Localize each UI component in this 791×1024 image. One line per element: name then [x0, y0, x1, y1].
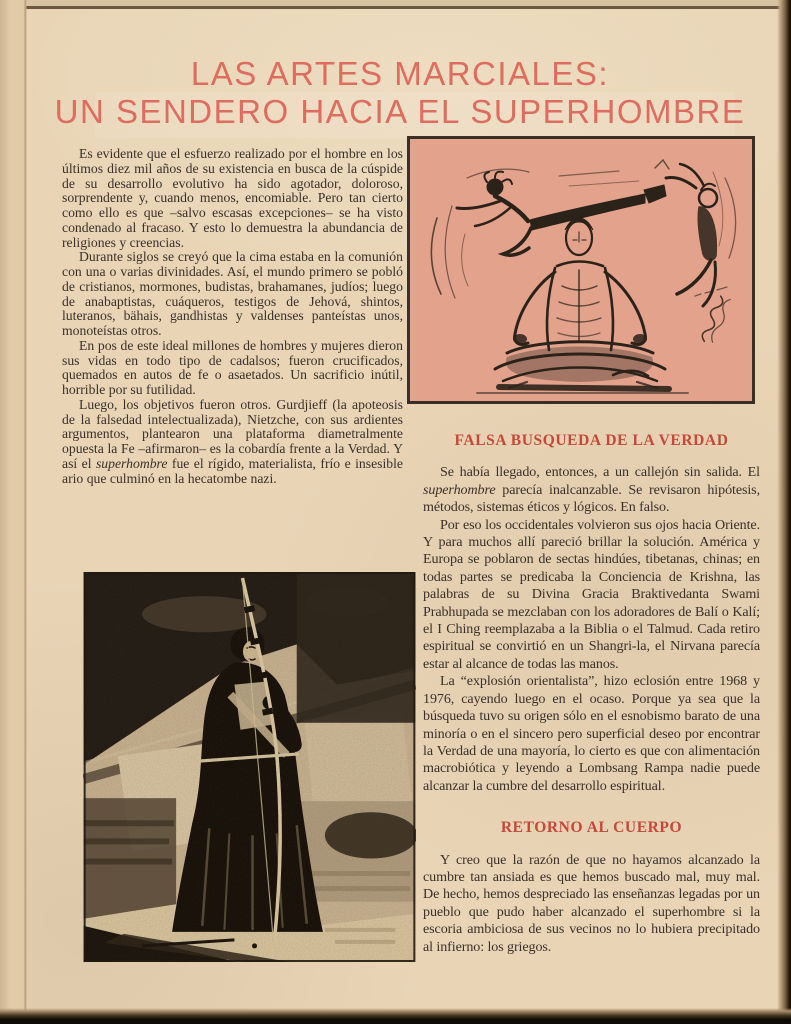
text-run: La “explosión orientalista”, hizo eclosión entre 1968 y 1976, cayendo luego en el ocaso. Porque ya sea que la búsqueda tuvo su origen sólo en el esnobismo barato de una minoría o en el sincero pero superficial deseo por encontrar la Verdad de una mayoría, lo cierto es que con alimentación macrobiótica y leyendo a Lombsang Rampa nadie puede alcanzar la cumbre del desarrollo espiritual. — [423, 673, 760, 794]
paragraph — [423, 464, 760, 516]
paragraph — [62, 398, 403, 487]
text-run: fue el rígido, materialista, frío e insesible ario que culminó en la hecatombe nazi. — [62, 455, 403, 486]
text-run: Por eso los occidentales volvieron sus ojos hacia Oriente. Y para muchos allí pareció brillar la solución. América y Europa se poblaron de sectas hindúes, tibetanas, chinas; en todas partes se predicaba la Conciencia de Krishna, las palabras de su Divina Gracia Braktivedanta Swami Prabhupada se mezclaban con los adoradores de Balí o Kalí; el I Ching reemplazaba a la Biblia o el Talmud. Cada retiro espiritual se convirtió en un Shangri-la, el Nirvana parecía estar al alcance de todas las manos. — [423, 516, 760, 672]
article-title-line1: LAS ARTES MARCIALES: — [190, 55, 610, 92]
paragraph — [62, 250, 403, 339]
paragraph — [423, 673, 760, 795]
text-run: En pos de este ideal millones de hombres y mujeres dieron sus vidas en todo tipo de cadalsos; fueron crucificados, quemados en autos de fe o asaetados. Un sacrificio inútil, horrible por su futilidad. — [62, 337, 403, 397]
italic-text-run: superhombre — [423, 481, 496, 498]
scan-edge-left — [0, 0, 27, 1024]
paragraph — [62, 147, 403, 250]
scan-edge-right — [777, 0, 791, 1024]
text-run: Se había llegado, entonces, a un callejón sin salida. El — [440, 464, 760, 481]
text-run: Es evidente que el esfuerzo realizado por el hombre en los últimos diez mil años de su existencia en busca de la cúspide de su desarrollo evolutivo ha sido agotador, doloroso, sorprendente y, cuando menos, encomiable. Pero tan cierto como ello es que –salvo escasas excepciones– se ha visto condenado al fracaso. Y esto lo demuestra la abundancia de religiones y creencias. — [62, 146, 403, 250]
martial-arts-illustration-image — [407, 136, 755, 404]
section-heading-falsa-busqueda: FALSA BUSQUEDA DE LA VERDAD — [454, 432, 729, 449]
left-column — [62, 147, 403, 486]
article-title — [30, 55, 770, 131]
article-title-line2: UN SENDERO HACIA EL SUPERHOMBRE — [54, 93, 746, 130]
section-heading-retorno-al-cuerpo: RETORNO AL CUERPO — [500, 819, 683, 837]
text-run: Y creo que la razón de que no hayamos alcanzado la cumbre tan ansiada es que hemos buscado mal, muy mal. De hecho, hemos despreciado las enseñanzas legadas por un pueblo que pudo haber alcanzado el superhombre si la escoria ambiciosa de sus vecinos no lo hubiera precipitado al infierno: los griegos. — [423, 851, 760, 955]
archer-photo — [83, 572, 416, 962]
text-run: Durante siglos se creyó que la cima estaba en la comunión con una o varias divinidades. Así, el mundo primero se pobló de cristianos, mormones, budistas, brahamanes, judíos; luego de anabaptistas, cuáqueros, testigos de Jehová, shintos, luteranos, bähais, gandhistas y valdenses panteístas unos, monoteístas otros. — [62, 249, 403, 338]
italic-text-run: superhombre — [95, 455, 168, 471]
section-retorno-al-cuerpo-text — [423, 852, 760, 956]
text-run: Luego, los objetivos fueron otros. Gurdjieff (la apoteosis de la falsedad intelectualizada), Nietzche, con sus ardientes argumentos, plantearon una plataforma diametralmente opuesta la Fe –afirmaron– es la cobardía frente a la Verdad. Y así el — [62, 396, 403, 471]
martial-arts-illustration — [407, 136, 755, 404]
right-column — [423, 432, 760, 956]
paragraph — [62, 339, 403, 398]
archer-photo-image — [83, 572, 416, 962]
scan-edge-bottom — [0, 1008, 791, 1024]
section-falsa-busqueda-text — [423, 464, 760, 795]
paragraph — [423, 852, 760, 956]
paragraph — [423, 517, 760, 674]
text-run: parecía inalcanzable. Se revisaron hipótesis, métodos, sistemas éticos y lógicos. En falso. — [423, 481, 760, 516]
scan-edge-top — [0, 0, 791, 10]
